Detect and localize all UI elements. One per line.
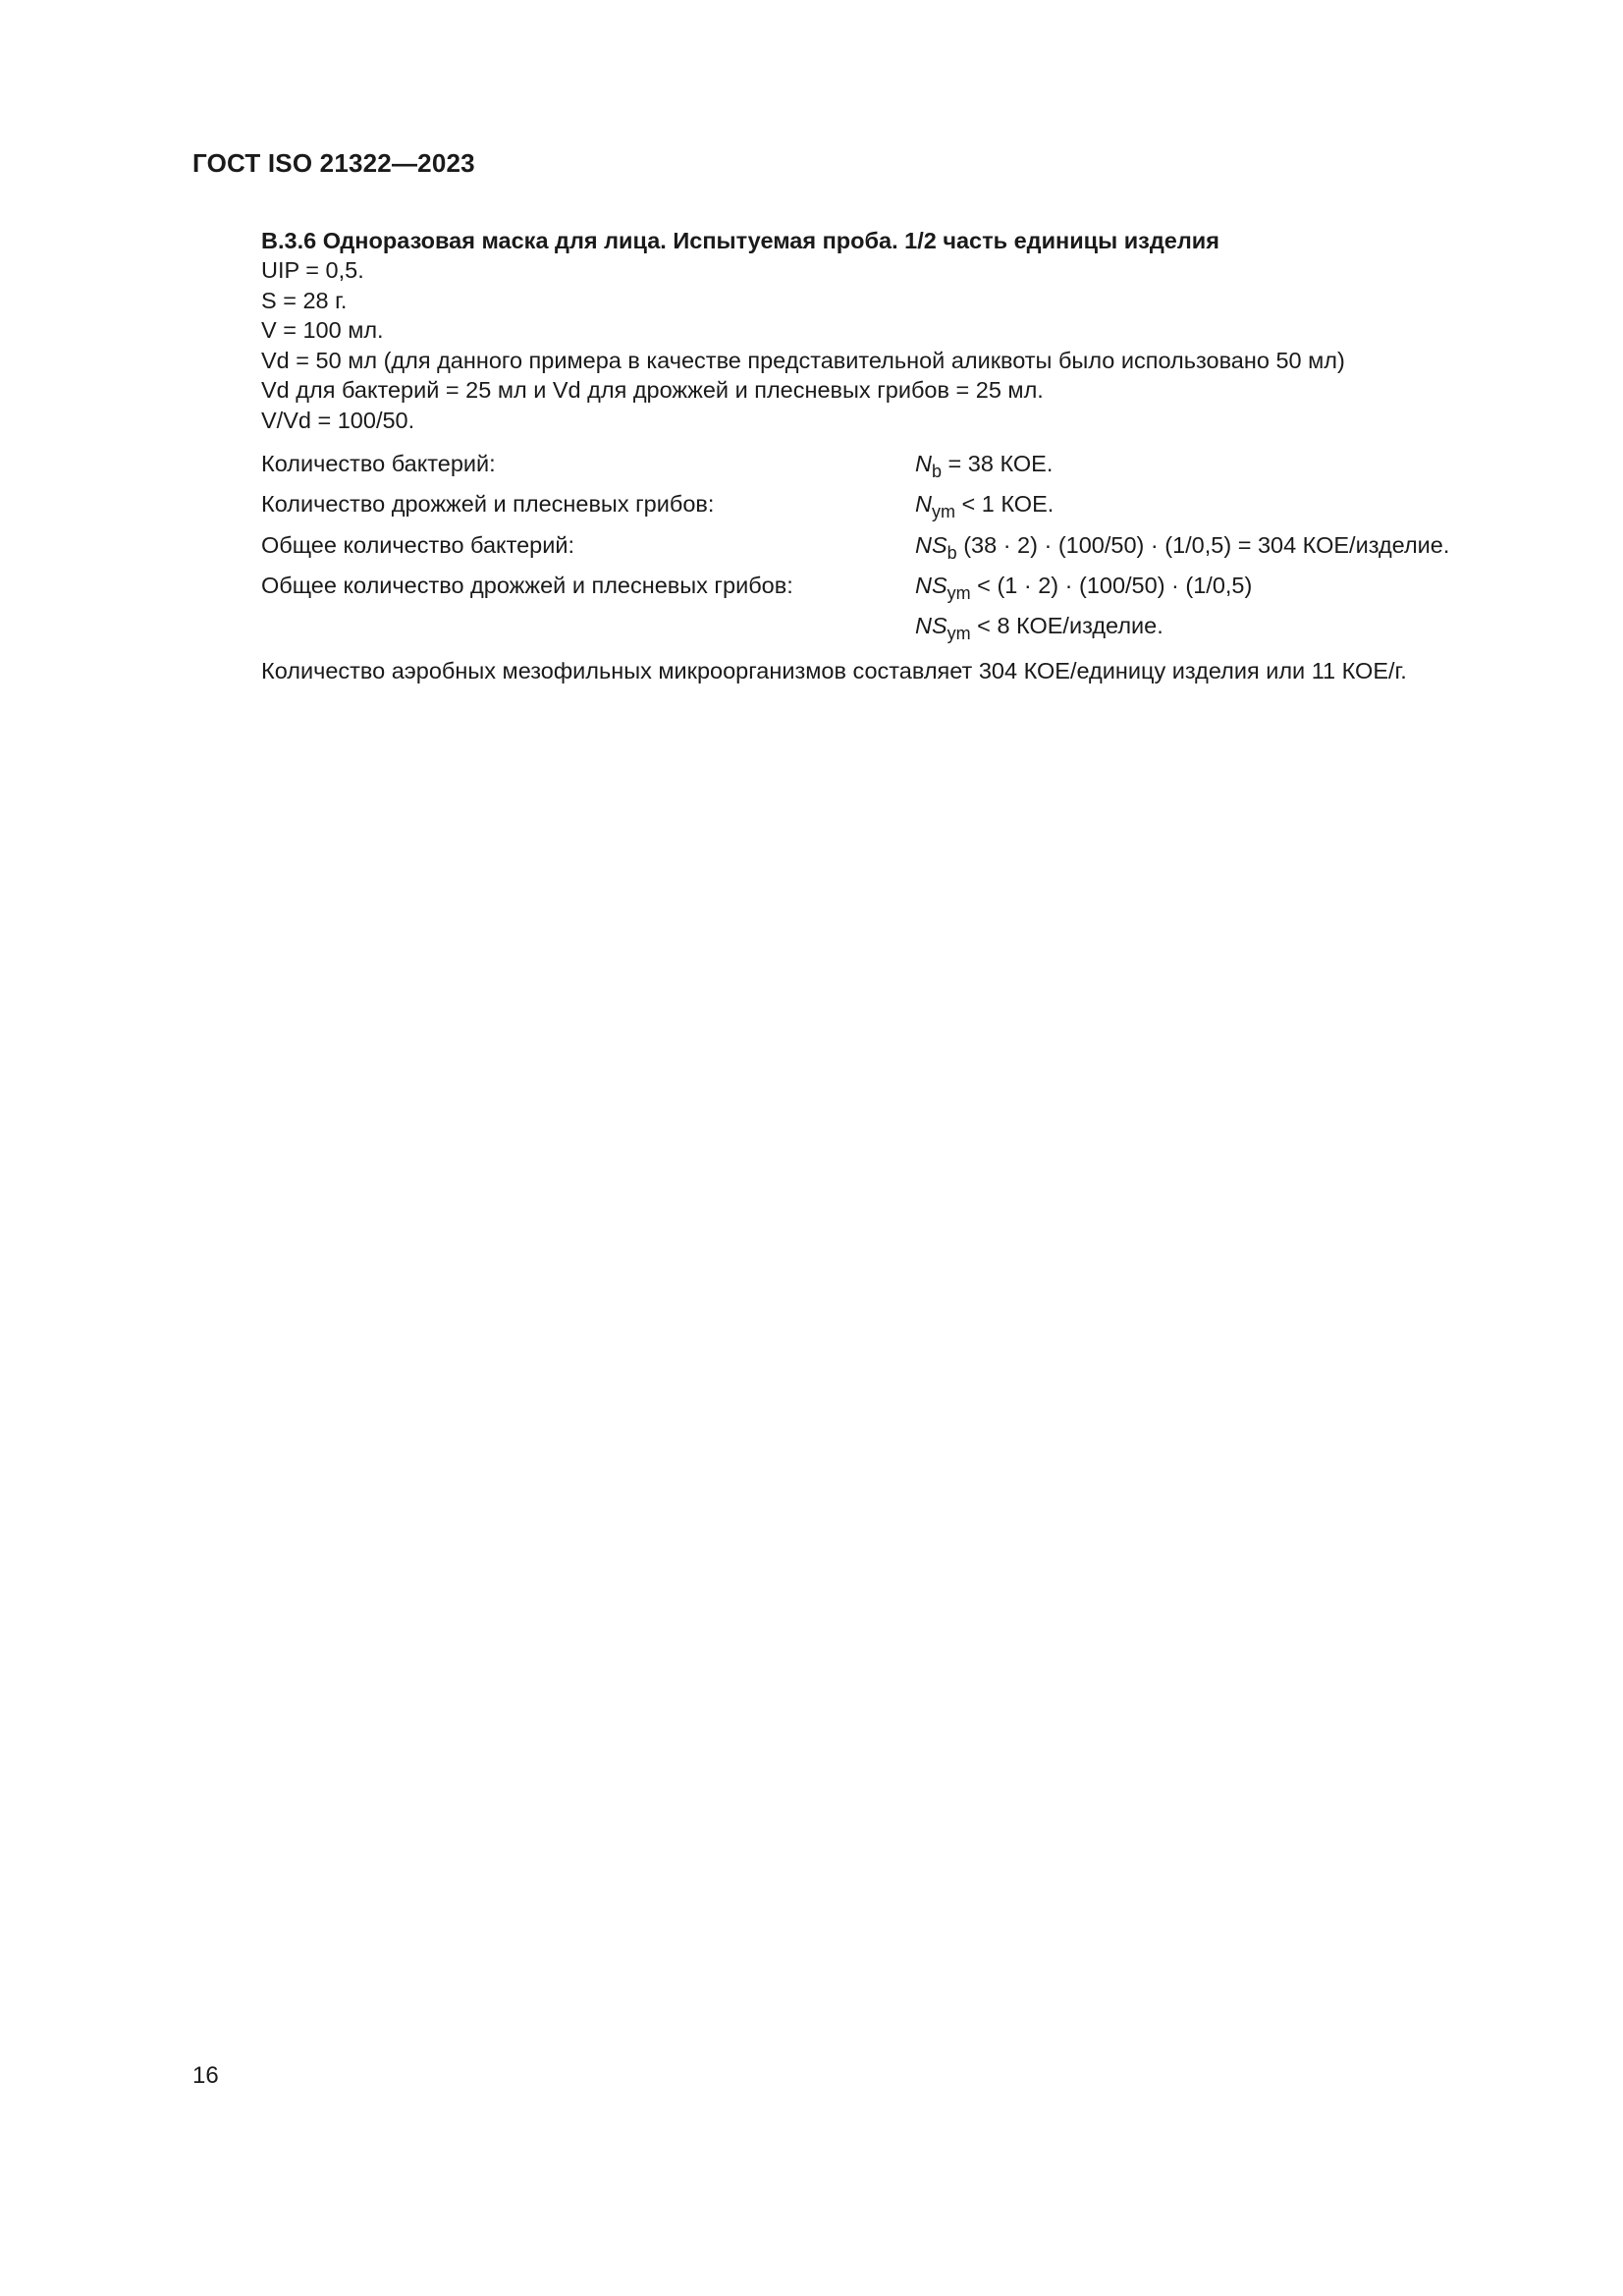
- calc-value: [915, 613, 1163, 644]
- calc-expression: < (1 · 2) · (100/50) · (1/0,5): [970, 572, 1253, 598]
- calc-subscript: b: [947, 542, 957, 563]
- calc-expression: (38 · 2) · (100/50) · (1/0,5) = 304 КОЕ/изделие.: [956, 531, 1450, 558]
- calc-value: [915, 451, 1054, 481]
- calc-label: Общее количество дрожжей и плесневых грибов:: [261, 572, 793, 598]
- calc-value: [915, 531, 1450, 563]
- calc-subscript: ym: [947, 582, 971, 603]
- param-v-vd: V/Vd = 100/50.: [261, 407, 415, 433]
- param-uip: UIP = 0,5.: [261, 257, 364, 283]
- calc-row: [261, 613, 1557, 653]
- document-header: ГОСТ ISO 21322—2023: [192, 148, 475, 178]
- calc-value: [915, 491, 1055, 522]
- calc-expression: < 8 КОЕ/изделие.: [970, 613, 1163, 639]
- calc-subscript: b: [931, 462, 942, 481]
- calc-label: Количество бактерий:: [261, 451, 496, 476]
- calc-row: [261, 532, 1557, 573]
- page-number: 16: [192, 2062, 219, 2089]
- calc-row: [261, 573, 1557, 613]
- calc-symbol: N: [915, 491, 932, 518]
- param-vd-split: Vd для бактерий = 25 мл и Vd для дрожжей и плесневых грибов = 25 мл.: [261, 377, 1044, 403]
- param-v: V = 100 мл.: [261, 317, 384, 343]
- calc-symbol: NS: [915, 613, 947, 639]
- calc-row: [261, 451, 1557, 491]
- section-b36: [261, 226, 1538, 435]
- calc-expression: < 1 КОЕ.: [954, 491, 1055, 518]
- calc-symbol: N: [915, 451, 932, 476]
- calc-subscript: ym: [931, 502, 955, 522]
- section-title: B.3.6 Одноразовая маска для лица. Испытуемая проба. 1/2 часть единицы изделия: [261, 228, 1219, 253]
- calc-expression: = 38 КОЕ.: [942, 451, 1054, 476]
- calc-label: Общее количество бактерий:: [261, 531, 575, 558]
- calc-row: [261, 491, 1557, 531]
- param-s: S = 28 г.: [261, 287, 348, 313]
- param-vd: Vd = 50 мл (для данного примера в качестве представительной аликвоты было использовано 50 мл): [261, 347, 1345, 373]
- calc-value: [915, 572, 1253, 603]
- calc-symbol: NS: [915, 531, 947, 558]
- conclusion-text: Количество аэробных мезофильных микроорганизмов составляет 304 КОЕ/единицу изделия или 11 КОЕ/г.: [261, 658, 1407, 683]
- calc-subscript: ym: [947, 624, 971, 644]
- calc-symbol: NS: [915, 572, 947, 598]
- calc-label: Количество дрожжей и плесневых грибов:: [261, 491, 715, 518]
- calculation-table: [261, 451, 1557, 653]
